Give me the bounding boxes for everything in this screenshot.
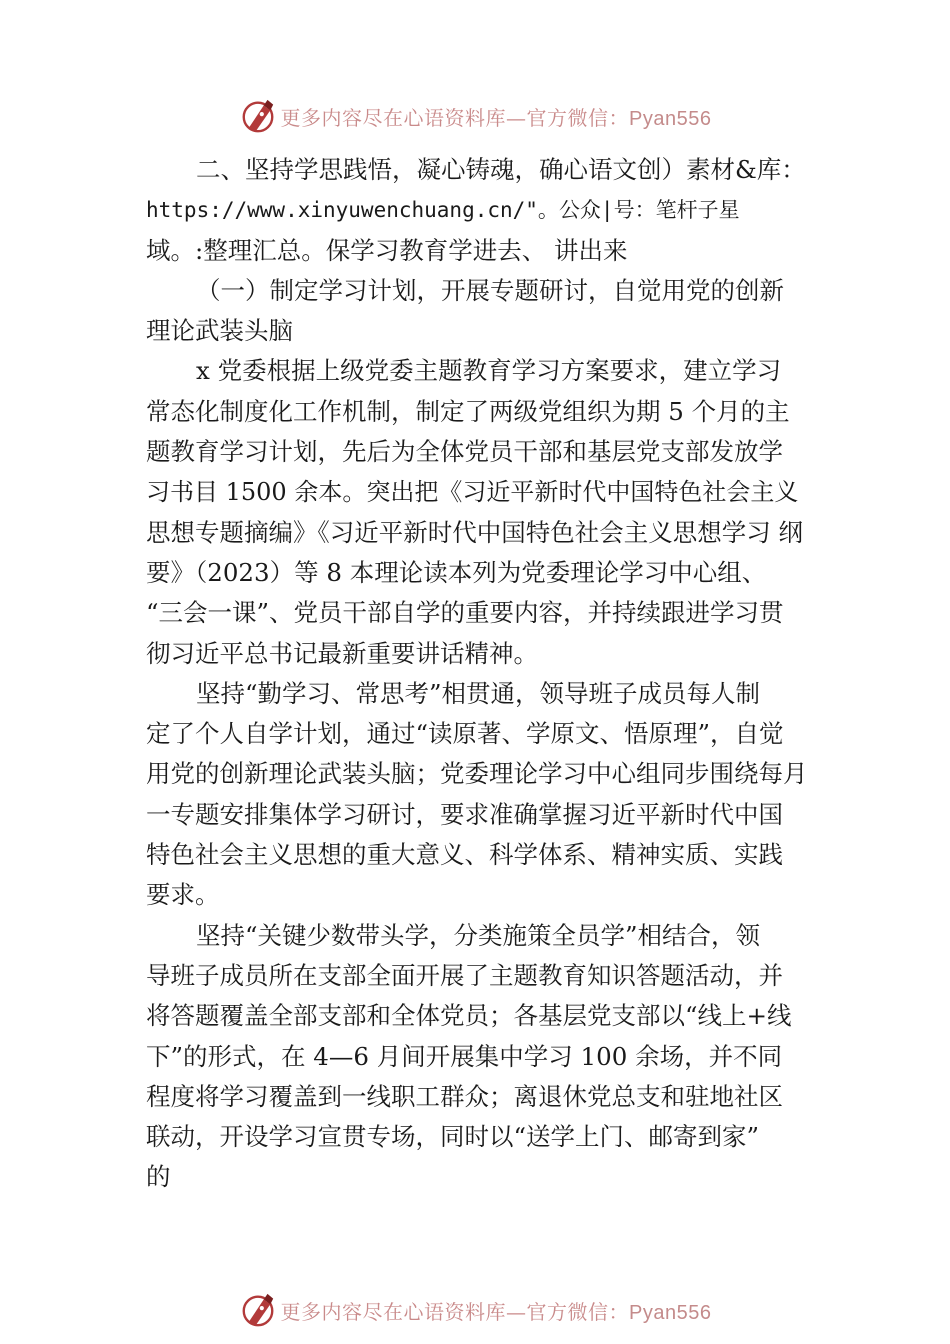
watermark-text: 更多内容尽在心语资料库—官方微信：: [280, 1299, 630, 1324]
paragraph-3-line: 程度将学习覆盖到一线职工群众；离退休党总支和驻地社区: [146, 1081, 783, 1111]
section-heading: 二、坚持学思践悟，凝心铸魂，确心语文创）素材&库：: [196, 155, 806, 184]
pen-nib-icon: [239, 1291, 277, 1329]
paragraph-1-line: 题教育学习计划，先后为全体党员干部和基层党支部发放学: [146, 437, 783, 467]
paragraph-1-line: 常态化制度化工作机制，制定了两级党组织为期 5 个月的主: [146, 396, 790, 426]
paragraph-3-line: 联动，开设学习宣贯专场，同时以“送学上门、邮寄到家”: [146, 1122, 760, 1152]
paragraph-2-line: 要求。: [146, 880, 220, 910]
watermark-text: 更多内容尽在心语资料库—官方微信：: [280, 105, 630, 130]
paragraph-2-line: 坚持“勤学习、常思考”相贯通，领导班子成员每人制: [196, 678, 761, 708]
paragraph-1-line: 彻习近平总书记最新重要讲话精神。: [146, 638, 538, 668]
paragraph-2-line: 用党的创新理论武装头脑；党委理论学习中心组同步围绕每月: [146, 759, 808, 789]
watermark-handle: Pyan556: [629, 1301, 712, 1324]
paragraph-3-line: 导班子成员所在支部全面开展了主题教育知识答题活动，并: [146, 960, 783, 990]
paragraph-1-line: 习书目 1500 余本。突出把《习近平新时代中国特色社会主义: [146, 478, 799, 507]
paragraph-2-line: 一专题安排集体学习研讨，要求准确掌握习近平新时代中国: [146, 799, 783, 829]
paragraph-3-line: 下”的形式，在 4—6 月间开展集中学习 100 余场，并不同: [146, 1041, 783, 1071]
paragraph-3-line: 坚持“关键少数带头学，分类施策全员学”相结合，领: [196, 920, 761, 950]
paragraph-2-line: 特色社会主义思想的重大意义、科学体系、精神实质、实践: [146, 840, 783, 870]
paragraph-1-line: 思想专题摘编》《习近平新时代中国特色社会主义思想学习 纲: [146, 517, 804, 547]
document-body: [146, 150, 808, 1198]
paragraph-1-line: 要》（2023）等 8 本理论读本列为党委理论学习中心组、: [146, 557, 767, 587]
paragraph-3-line: 将答题覆盖全部支部和全体党员；各基层党支部以“线上+线: [146, 1001, 792, 1031]
watermark-header: [0, 94, 950, 138]
source-line: https://www.xinyuwenchuang.cn/"。公众|号：笔杆子星: [146, 198, 740, 223]
watermark-handle: Pyan556: [629, 107, 712, 130]
paragraph-2-line: 定了个人自学计划，通过“读原著、学原文、悟原理”，自觉: [146, 719, 784, 749]
subsection-heading-cont: 理论武装头脑: [146, 316, 293, 346]
watermark-footer: [0, 1288, 950, 1332]
subsection-heading: （一）制定学习计划，开展专题研讨，自觉用党的创新: [196, 275, 784, 305]
body-line: 域。:整理汇总。保学习教育学进去、 讲出来: [146, 235, 628, 265]
paragraph-1-line: “三会一课”、党员干部自学的重要内容，并持续跟进学习贯: [146, 598, 784, 628]
paragraph-1-line: x 党委根据上级党委主题教育学习方案要求，建立学习: [196, 356, 782, 386]
pen-nib-icon: [239, 97, 277, 135]
paragraph-3-line: 的: [146, 1162, 171, 1192]
